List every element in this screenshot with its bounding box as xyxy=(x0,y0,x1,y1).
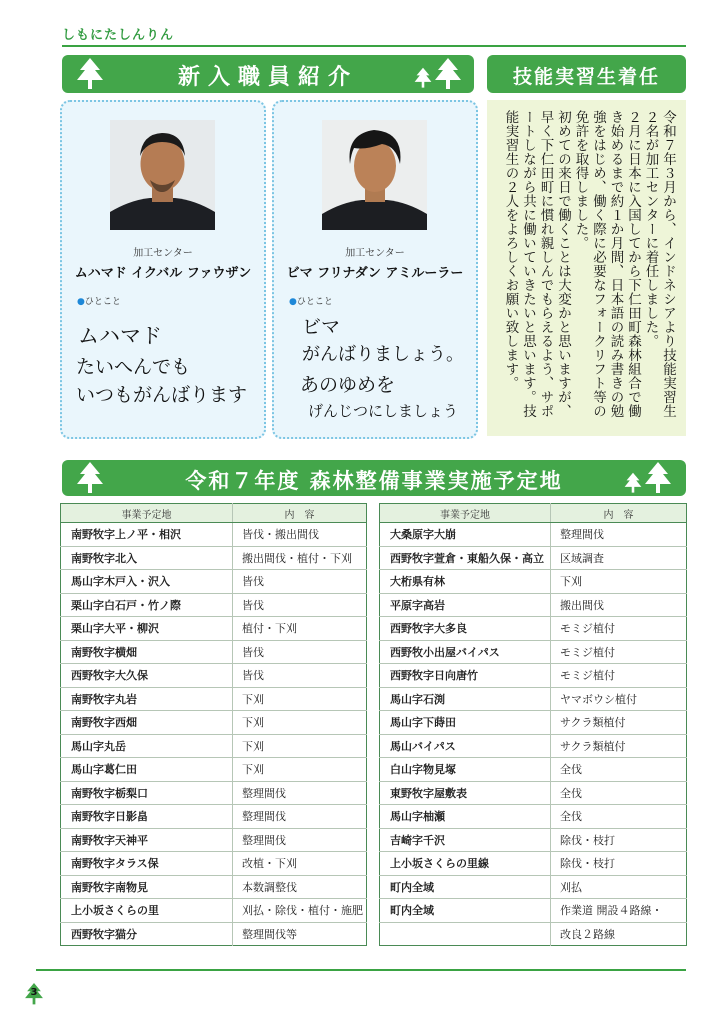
work-cell: 整理間伐 xyxy=(233,781,367,805)
table-row xyxy=(380,711,687,735)
table-row xyxy=(380,523,687,547)
work-cell: 下刈 xyxy=(551,570,687,594)
work-cell: モミジ植付 xyxy=(551,664,687,688)
table-row xyxy=(380,828,687,852)
work-cell: サクラ類植付 xyxy=(551,711,687,735)
site-cell: 栗山字白石戸・竹ノ際 xyxy=(61,593,233,617)
work-cell: 除伐・枝打 xyxy=(551,828,687,852)
column-header-site: 事業予定地 xyxy=(61,504,233,523)
message-line: たいへんでも xyxy=(76,356,191,378)
site-cell: 西野牧字大多良 xyxy=(380,617,551,641)
site-cell: 馬山字丸岳 xyxy=(61,734,233,758)
new-staff-banner xyxy=(62,55,474,93)
site-cell: 南野牧字丸岩 xyxy=(61,687,233,711)
site-cell: 西野牧小出屋バイパス xyxy=(380,640,551,664)
work-cell: 整理間伐 xyxy=(233,828,367,852)
site-cell: 白山字物見塚 xyxy=(380,758,551,782)
work-cell: 皆伐 xyxy=(233,640,367,664)
work-cell: 整理間伐 xyxy=(233,805,367,829)
table-row xyxy=(61,852,367,876)
work-cell: 改良２路線 xyxy=(551,922,687,946)
intern-paragraph: ２月に日本に入国してから下仁田町森林組合で働き始めるまで約１か月間、日本語の読み書きの勉強をはじめ、働く際に必要なフォークリフト等の免許を取得しました。 xyxy=(572,110,641,418)
intern-body xyxy=(498,110,676,428)
site-cell: 東野牧字屋敷表 xyxy=(380,781,551,805)
staff-department: 加工センター xyxy=(133,248,193,259)
plan-banner xyxy=(62,460,686,496)
site-cell: 南野牧字西畑 xyxy=(61,711,233,735)
plan-table-left-body xyxy=(61,523,367,946)
intern-paragraph: 初めての来日で働くことは大変かと思いますが、早く下仁田町に慣れ親しんでもらえるよう、サポートしながら共に働いていきたいと思います。技能実習生の２人をよろしくお願い致します。 xyxy=(502,110,571,418)
site-cell: 南野牧字上ノ平・相沢 xyxy=(61,523,233,547)
page-number xyxy=(24,983,44,1005)
intern-notice xyxy=(487,100,686,436)
staff-photo xyxy=(322,120,427,230)
plan-table-left xyxy=(60,503,367,946)
work-cell: 整理間伐 xyxy=(551,523,687,547)
work-cell: 皆伐 xyxy=(233,664,367,688)
brand-title: しもにたしんりん xyxy=(62,28,175,43)
work-cell: 改植・下刈 xyxy=(233,852,367,876)
table-row xyxy=(61,781,367,805)
site-cell: 南野牧字天神平 xyxy=(61,828,233,852)
message-line: ビマ xyxy=(302,316,341,338)
site-cell: 南野牧字タラス保 xyxy=(61,852,233,876)
column-header-work: 内 容 xyxy=(551,504,687,523)
table-row xyxy=(61,546,367,570)
work-cell: モミジ植付 xyxy=(551,640,687,664)
table-header-row xyxy=(380,504,687,523)
work-cell: 全伐 xyxy=(551,805,687,829)
table-row xyxy=(380,899,687,923)
table-row xyxy=(380,664,687,688)
table-row xyxy=(61,711,367,735)
table-row xyxy=(61,664,367,688)
work-cell: 刈払・除伐・植付・施肥 xyxy=(233,899,367,923)
site-cell: 町内全域 xyxy=(380,875,551,899)
site-cell: 大桁県有林 xyxy=(380,570,551,594)
table-row xyxy=(61,734,367,758)
header-rule xyxy=(62,45,686,47)
plan-title: 令和７年度 森林整備事業実施予定地 xyxy=(185,469,563,493)
table-row xyxy=(380,758,687,782)
table-row xyxy=(61,570,367,594)
site-cell: 上小坂さくらの里線 xyxy=(380,852,551,876)
hitokoto-label: ●ひとこと xyxy=(289,297,333,307)
message-line: ムハマド xyxy=(78,324,162,348)
work-cell: サクラ類植付 xyxy=(551,734,687,758)
site-cell: 平原字高岩 xyxy=(380,593,551,617)
work-cell: 搬出間伐 xyxy=(551,593,687,617)
site-cell: 吉崎字千沢 xyxy=(380,828,551,852)
site-cell: 南野牧字南物見 xyxy=(61,875,233,899)
table-row xyxy=(380,640,687,664)
table-row xyxy=(380,875,687,899)
work-cell: 皆伐 xyxy=(233,570,367,594)
table-row xyxy=(380,687,687,711)
table-row xyxy=(61,758,367,782)
work-cell: 刈払 xyxy=(551,875,687,899)
work-cell: 下刈 xyxy=(233,711,367,735)
message-line: がんばりましょう。 xyxy=(302,344,464,365)
footer-rule xyxy=(36,969,686,971)
staff-name: ムハマド イクバル ファウザン xyxy=(74,266,252,281)
site-cell: 南野牧字日影畠 xyxy=(61,805,233,829)
site-cell: 西野牧字萱倉・東船久保・高立 xyxy=(380,546,551,570)
table-row xyxy=(61,640,367,664)
staff-card xyxy=(60,100,266,439)
work-cell: 皆伐・搬出間伐 xyxy=(233,523,367,547)
table-row xyxy=(380,546,687,570)
site-cell: 南野牧字横畑 xyxy=(61,640,233,664)
table-row xyxy=(61,523,367,547)
work-cell: 搬出間伐・植付・下刈 xyxy=(233,546,367,570)
site-cell: 栗山字大平・柳沢 xyxy=(61,617,233,641)
work-cell: ヤマボウシ植付 xyxy=(551,687,687,711)
table-row xyxy=(380,593,687,617)
site-cell: 上小坂さくらの里 xyxy=(61,899,233,923)
intern-banner xyxy=(487,55,686,93)
table-row xyxy=(61,899,367,923)
site-cell: 馬山字葛仁田 xyxy=(61,758,233,782)
work-cell: モミジ植付 xyxy=(551,617,687,641)
site-cell: 西野牧字日向唐竹 xyxy=(380,664,551,688)
hitokoto-label: ●ひとこと xyxy=(77,297,121,307)
staff-name: ビマ フリナダン アミルーラー xyxy=(286,266,464,281)
column-header-work: 内 容 xyxy=(233,504,367,523)
new-staff-title: 新入職員紹介 xyxy=(177,65,358,90)
table-row xyxy=(380,781,687,805)
bullet-icon: ● xyxy=(77,297,85,307)
table-row xyxy=(61,875,367,899)
site-cell xyxy=(380,922,551,946)
page-number-text: 3 xyxy=(30,987,38,998)
table-row xyxy=(61,805,367,829)
work-cell: 下刈 xyxy=(233,687,367,711)
message-line: いつもがんばります xyxy=(76,384,248,406)
table-row xyxy=(380,805,687,829)
work-cell: 作業道 開設４路線・ xyxy=(551,899,687,923)
staff-photo xyxy=(110,120,215,230)
message-line: あのゆめを xyxy=(300,374,396,396)
message-line: げんじつにしましょう xyxy=(308,402,459,420)
site-cell: 西野牧字大久保 xyxy=(61,664,233,688)
site-cell: 馬山バイパス xyxy=(380,734,551,758)
work-cell: 下刈 xyxy=(233,734,367,758)
site-cell: 南野牧字北入 xyxy=(61,546,233,570)
table-header-row xyxy=(61,504,367,523)
table-row xyxy=(380,617,687,641)
intern-title: 技能実習生着任 xyxy=(512,66,660,88)
work-cell: 本数調整伐 xyxy=(233,875,367,899)
bullet-icon: ● xyxy=(289,297,297,307)
work-cell: 皆伐 xyxy=(233,593,367,617)
site-cell: 馬山字下蒔田 xyxy=(380,711,551,735)
table-row xyxy=(61,617,367,641)
work-cell: 下刈 xyxy=(233,758,367,782)
table-row xyxy=(61,828,367,852)
work-cell: 区域調査 xyxy=(551,546,687,570)
intern-paragraph: 令和７年３月から、インドネシアより技能実習生２名が加工センターに着任しました。 xyxy=(642,110,676,418)
work-cell: 全伐 xyxy=(551,758,687,782)
staff-department: 加工センター xyxy=(345,248,405,259)
site-cell: 南野牧字栃梨口 xyxy=(61,781,233,805)
site-cell: 馬山字柚瀬 xyxy=(380,805,551,829)
plan-table-right xyxy=(379,503,687,946)
site-cell: 西野牧字猫分 xyxy=(71,927,137,941)
staff-card xyxy=(272,100,478,439)
plan-table-right-body xyxy=(380,523,687,946)
table-row xyxy=(61,922,367,946)
site-cell: 町内全域 xyxy=(380,899,551,923)
work-cell: 整理間伐等 xyxy=(233,922,367,946)
table-row xyxy=(61,687,367,711)
table-row xyxy=(61,593,367,617)
site-cell: 大桑原字大崩 xyxy=(380,523,551,547)
table-row xyxy=(380,922,687,946)
work-cell: 除伐・枝打 xyxy=(551,852,687,876)
table-row xyxy=(380,570,687,594)
table-row xyxy=(380,734,687,758)
work-cell: 全伐 xyxy=(551,781,687,805)
work-cell: 植付・下刈 xyxy=(233,617,367,641)
site-cell: 馬山字石渕 xyxy=(380,687,551,711)
site-cell: 馬山字木戸入・沢入 xyxy=(61,570,233,594)
table-row xyxy=(380,852,687,876)
column-header-site: 事業予定地 xyxy=(380,504,551,523)
